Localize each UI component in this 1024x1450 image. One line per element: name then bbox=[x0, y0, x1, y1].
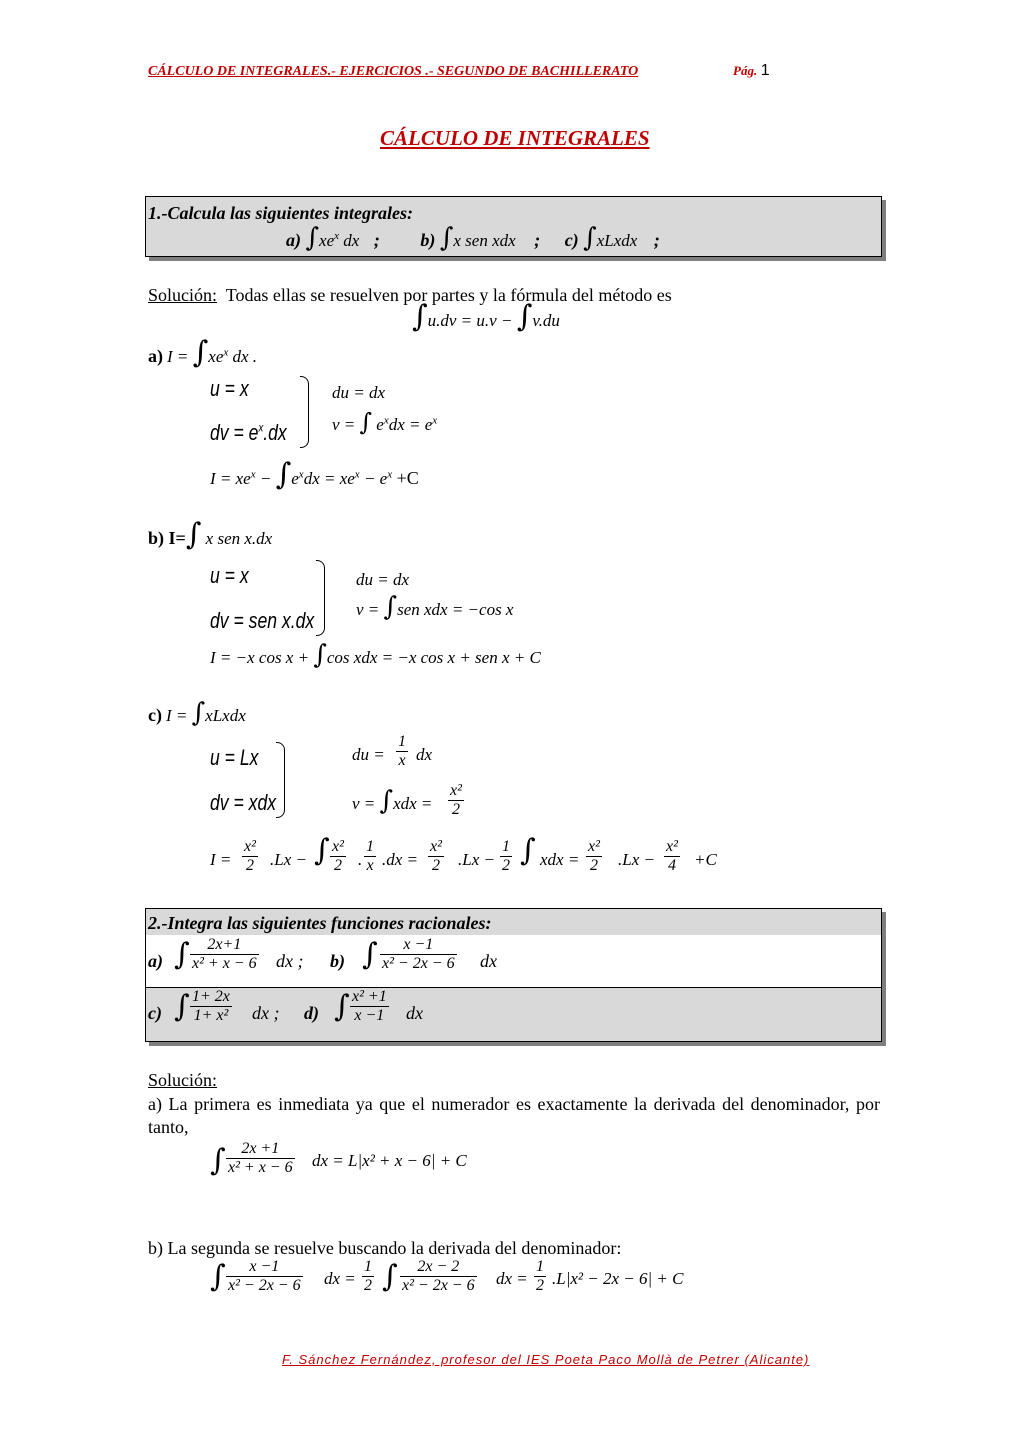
footer-credit: F. Sánchez Fernández, profesor del IES Poeta Paco Mollà de Petrer (Alicante) bbox=[282, 1352, 810, 1367]
ex1-a-tail: dx bbox=[339, 231, 360, 250]
solution-1-intro bbox=[148, 285, 672, 306]
sol1-a-dv-sup: x bbox=[258, 420, 264, 435]
ex2-b-tail: dx bbox=[480, 951, 497, 971]
sol1-a-line bbox=[148, 335, 258, 370]
sol1-a-v-mid: e bbox=[372, 415, 384, 434]
sol1-c-r-f7 bbox=[664, 838, 680, 875]
sol1-a-I: I = bbox=[167, 347, 193, 366]
ex2-d-frac bbox=[350, 988, 389, 1025]
frac-num: 1+ 2x bbox=[192, 988, 230, 1005]
sol2-a-right: dx = L|x² + x − 6| + C bbox=[312, 1151, 467, 1170]
sol1-a-label: a) bbox=[148, 346, 163, 366]
solution-1-text: Todas ellas se resuelven por partes y la fórmula del método es bbox=[225, 285, 672, 305]
integral-icon: ∫ bbox=[516, 299, 533, 334]
sol1-b-v-right: sen xdx = −cos x bbox=[397, 600, 514, 619]
sol1-b-result bbox=[210, 642, 541, 668]
sol1-a-tail: dx . bbox=[228, 347, 258, 366]
sol1-a-r5-sup: x bbox=[387, 468, 393, 481]
sol1-b-integrand: x sen x.dx bbox=[201, 529, 273, 548]
integral-icon: ∫ bbox=[583, 223, 597, 253]
sol2-b-f1 bbox=[226, 1258, 303, 1295]
frac-den: x² − 2x − 6 bbox=[228, 1277, 301, 1294]
integral-icon: ∫ bbox=[305, 223, 320, 253]
frac-den: 4 bbox=[664, 856, 680, 875]
sol1-b-r-left: I = −x cos x + bbox=[210, 648, 314, 667]
ex1-a-sep: ; bbox=[373, 230, 380, 250]
sol1-c-v bbox=[352, 788, 432, 814]
sol1-c-r-t2: .dx = bbox=[382, 850, 419, 869]
integral-icon: ∫ bbox=[174, 937, 190, 972]
sol1-a-du: du = dx bbox=[332, 383, 386, 402]
sol1-c-u: u = Lx bbox=[210, 745, 259, 770]
frac-den: x² − 2x − 6 bbox=[402, 1277, 475, 1294]
frac-num: 1 bbox=[364, 1258, 372, 1275]
integral-icon: ∫ bbox=[520, 833, 536, 868]
frac-den: x² − 2x − 6 bbox=[382, 955, 455, 972]
ex2-c-label: c) bbox=[148, 1003, 162, 1023]
sol1-a-r1-sup: x bbox=[250, 468, 256, 481]
sol1-a-dv-text: dv = e bbox=[210, 420, 259, 445]
sol1-a-v-mid-sup: x bbox=[383, 414, 389, 427]
frac-num: 1 bbox=[536, 1258, 544, 1275]
parts-formula-left: u.dv = u.v − bbox=[427, 311, 517, 330]
sol1-c-r-t6: +C bbox=[694, 850, 717, 869]
sol1-c-r-f3 bbox=[364, 838, 376, 875]
frac-num: 2x+1 bbox=[207, 936, 242, 953]
sol1-a-v-right: dx = e bbox=[388, 415, 433, 434]
frac-num: x −1 bbox=[249, 1258, 280, 1275]
sol1-a-dv-tail: .dx bbox=[263, 420, 287, 445]
ex1-a-sup: x bbox=[334, 230, 340, 242]
sol1-c-r-f6 bbox=[586, 838, 602, 875]
ex2-a-label: a) bbox=[148, 951, 163, 971]
sol1-a-r3: e bbox=[291, 469, 299, 488]
solution-2-label: Solución: bbox=[148, 1070, 218, 1090]
ex1-c-label: c) bbox=[564, 230, 579, 250]
sol1-c-r-t5: .Lx − bbox=[618, 850, 655, 869]
document-title: CÁLCULO DE INTEGRALES bbox=[380, 126, 650, 150]
sol2-b-t3: .L|x² − 2x − 6| + C bbox=[552, 1269, 684, 1288]
integral-icon: ∫ bbox=[192, 335, 209, 370]
frac-den: x bbox=[396, 751, 408, 770]
frac-den: x² + x − 6 bbox=[192, 955, 257, 972]
frac-num: x² bbox=[332, 838, 344, 855]
integral-icon: ∫ bbox=[382, 1259, 398, 1294]
sol2-b-f4 bbox=[534, 1258, 546, 1295]
sol1-c-du-left: du = bbox=[352, 745, 385, 764]
frac-num: x² bbox=[666, 838, 678, 855]
sol1-c-dv: dv = xdx bbox=[210, 790, 277, 815]
sol1-c-I: I = bbox=[165, 706, 192, 725]
frac-num: 1 bbox=[502, 838, 510, 855]
sol1-a-r4-sup: x bbox=[354, 468, 360, 481]
sol1-a-r6: +C bbox=[392, 468, 419, 488]
right-brace bbox=[276, 742, 285, 818]
exercise-1-box bbox=[145, 196, 882, 257]
ex1-b-expr: x sen xdx bbox=[453, 231, 516, 250]
right-brace bbox=[300, 376, 309, 448]
integral-icon: ∫ bbox=[185, 517, 202, 552]
sol1-b-r-right: cos xdx = −x cos x + sen x + C bbox=[326, 648, 541, 667]
frac-den: 2 bbox=[502, 857, 510, 874]
frac-num: 2x − 2 bbox=[417, 1258, 460, 1275]
sol1-a-r4: dx = xe bbox=[303, 469, 355, 488]
sol1-a-result bbox=[210, 457, 419, 492]
ex1-c-expr: xLxdx bbox=[596, 231, 638, 250]
frac-den: 2 bbox=[364, 1277, 372, 1294]
sol1-c-integrand: xLxdx bbox=[205, 706, 246, 725]
solution-2-a-text: a) La primera es inmediata ya que el numerador es exactamente la derivada del denominador, por tanto, bbox=[148, 1094, 880, 1137]
sol1-a-v bbox=[332, 410, 437, 435]
frac-num: x² bbox=[588, 838, 600, 855]
integral-icon: ∫ bbox=[313, 640, 327, 670]
sol1-a-sup: x bbox=[223, 346, 229, 359]
exercise-1-heading: 1.-Calcula las siguientes integrales: bbox=[148, 203, 414, 223]
sol1-b-v bbox=[356, 594, 513, 620]
frac-num: 1 bbox=[398, 733, 406, 750]
integral-icon: ∫ bbox=[275, 457, 292, 492]
frac-num: x² bbox=[450, 782, 462, 799]
ex1-c-sep: ; bbox=[653, 230, 660, 250]
integral-icon: ∫ bbox=[359, 408, 373, 436]
sol1-c-v-mid: xdx = bbox=[393, 794, 433, 813]
sol1-c-r-f1 bbox=[242, 838, 258, 875]
sol1-a-dv bbox=[210, 420, 287, 446]
sol1-c-du-frac bbox=[396, 733, 408, 770]
exercise-1-items bbox=[286, 225, 660, 251]
ex2-c-tail: dx ; bbox=[252, 1003, 280, 1023]
sol1-c-r-t4: xdx = bbox=[540, 850, 580, 869]
ex1-a-label: a) bbox=[286, 230, 301, 250]
integral-icon: ∫ bbox=[439, 223, 454, 253]
ex2-d-tail: dx bbox=[406, 1003, 423, 1023]
sol1-c-r-I: I = bbox=[210, 850, 232, 869]
running-header: CÁLCULO DE INTEGRALES.- EJERCICIOS .- SEGUNDO DE BACHILLERATO bbox=[148, 64, 639, 79]
exercise-2-heading: 2.-Integra las siguientes funciones racionales: bbox=[148, 913, 492, 933]
frac-num: x² bbox=[244, 838, 256, 855]
ex2-a-tail: dx ; bbox=[276, 951, 304, 971]
sol1-a-v-left: v = bbox=[332, 415, 360, 434]
sol1-c-r-dot: . bbox=[358, 850, 363, 869]
integral-icon: ∫ bbox=[383, 592, 398, 622]
sol1-a-r3-sup: x bbox=[298, 468, 304, 481]
sol1-b-u: u = x bbox=[210, 563, 249, 588]
integral-icon: ∫ bbox=[210, 1143, 226, 1178]
integral-icon: ∫ bbox=[334, 989, 350, 1024]
sol1-b-v-left: v = bbox=[356, 600, 384, 619]
page-number: 1 bbox=[760, 62, 770, 79]
sol1-b-label: b) I= bbox=[148, 528, 186, 548]
integral-icon: ∫ bbox=[174, 989, 190, 1024]
sol1-b-du: du = dx bbox=[356, 570, 410, 589]
sol1-b-dv: dv = sen x.dx bbox=[210, 608, 315, 633]
sol1-c-line bbox=[148, 700, 246, 726]
sol2-b-f3 bbox=[400, 1258, 477, 1295]
page-indicator bbox=[733, 62, 770, 80]
sol1-a-v-right-sup: x bbox=[432, 414, 438, 427]
sol1-c-r-f4 bbox=[428, 838, 444, 875]
frac-den: x −1 bbox=[350, 1006, 389, 1025]
frac-den: 1+ x² bbox=[190, 1006, 232, 1025]
sol1-c-label: c) bbox=[148, 705, 162, 725]
sol1-a-u: u = x bbox=[210, 376, 249, 401]
parts-formula-right: v.du bbox=[532, 311, 560, 330]
ex1-b-label: b) bbox=[420, 230, 436, 250]
sol1-a-r1: I = xe bbox=[210, 469, 251, 488]
frac-den: 2 bbox=[242, 856, 258, 875]
sol1-a-r2: − bbox=[255, 469, 276, 488]
page-label: Pág. bbox=[733, 63, 758, 78]
divider bbox=[146, 987, 881, 988]
integral-icon: ∫ bbox=[362, 937, 378, 972]
parts-formula bbox=[412, 299, 560, 334]
integral-icon: ∫ bbox=[210, 1259, 226, 1294]
sol2-b-t2: dx = bbox=[496, 1269, 528, 1288]
ex2-a-frac bbox=[190, 936, 259, 973]
right-brace bbox=[316, 560, 325, 636]
integral-icon: ∫ bbox=[379, 786, 394, 816]
integral-icon: ∫ bbox=[314, 833, 330, 868]
ex2-d-label: d) bbox=[304, 1003, 319, 1023]
sol1-c-v-left: v = bbox=[352, 794, 380, 813]
frac-num: x² +1 bbox=[352, 988, 387, 1005]
ex2-b-frac bbox=[380, 936, 457, 973]
sol1-c-r-t3: .Lx − bbox=[458, 850, 495, 869]
frac-den: 2 bbox=[586, 856, 602, 875]
ex2-c-frac bbox=[190, 988, 232, 1025]
sol2-a-frac bbox=[226, 1140, 295, 1177]
sol1-c-v-frac bbox=[448, 782, 464, 819]
sol1-c-r-f5 bbox=[500, 838, 512, 875]
sol1-a-integrand: xe bbox=[208, 347, 224, 366]
frac-den: 2 bbox=[536, 1277, 544, 1294]
frac-den: x bbox=[364, 856, 376, 875]
frac-den: x² + x − 6 bbox=[228, 1159, 293, 1176]
frac-den: 2 bbox=[428, 856, 444, 875]
sol2-b-t1: dx = bbox=[324, 1269, 356, 1288]
integral-icon: ∫ bbox=[191, 698, 206, 728]
integral-icon: ∫ bbox=[412, 299, 428, 334]
ex1-a-expr: xe bbox=[319, 231, 335, 250]
sol1-c-r-t1: .Lx − bbox=[270, 850, 307, 869]
frac-num: x² bbox=[430, 838, 442, 855]
sol1-c-r-f2 bbox=[330, 838, 346, 875]
frac-den: 2 bbox=[448, 800, 464, 819]
ex1-b-sep: ; bbox=[534, 230, 541, 250]
sol1-a-r5: − e bbox=[359, 469, 388, 488]
solution-1-label: Solución: bbox=[148, 285, 218, 305]
sol2-b-f2 bbox=[362, 1258, 374, 1295]
frac-num: 2x +1 bbox=[241, 1140, 280, 1157]
sol1-c-du-right: dx bbox=[416, 745, 433, 764]
frac-num: x −1 bbox=[403, 936, 434, 953]
sol1-b-line bbox=[148, 517, 273, 552]
frac-num: 1 bbox=[366, 838, 374, 855]
ex2-b-label: b) bbox=[330, 951, 345, 971]
solution-2-b-text: b) La segunda se resuelve buscando la derivada del denominador: bbox=[148, 1238, 622, 1258]
frac-den: 2 bbox=[330, 856, 346, 875]
